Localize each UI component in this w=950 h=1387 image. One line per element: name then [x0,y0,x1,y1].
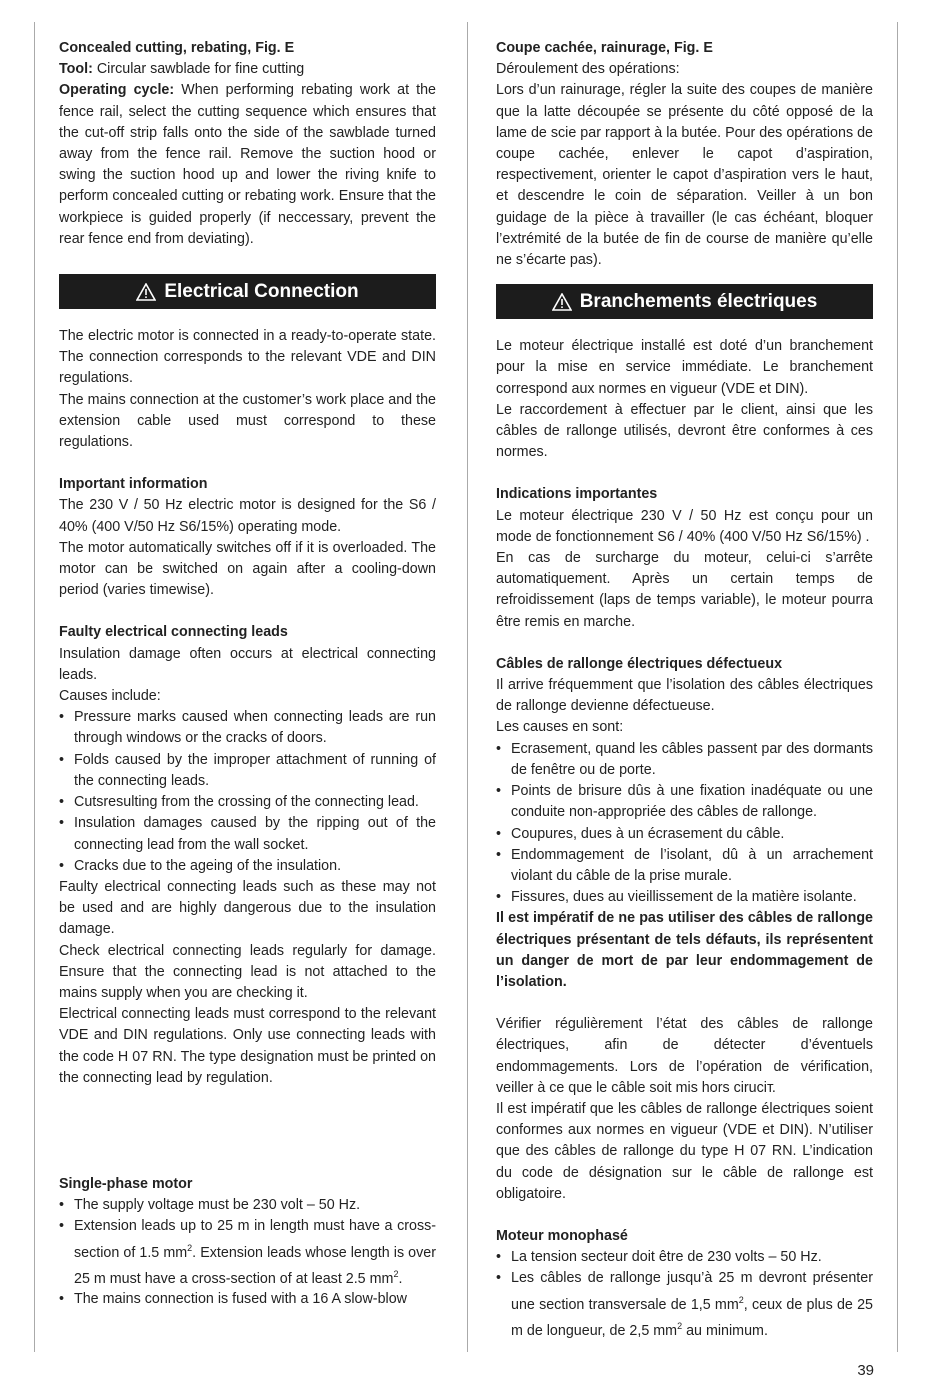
branchements-banner [496,284,873,319]
faulty-paragraph: Il est impératif que les câbles de rallonge électriques soient conformes aux normes en vigueur (VDE et DIN). N’utiliser que des câbles de rallonge du type H 07 RN. L’indication du code de désignation sur le câble de rallonge est obligatoire. [496,1100,873,1202]
mono-heading: Moteur monophasé [496,1227,628,1244]
coupe-sub: Déroulement des opérations: [496,61,680,78]
intro-paragraph: Le moteur électrique installé est doté d’un branchement pour la mise en service immédiate. Le branchement correspond aux normes en vigueur (VDE et DIN). [496,338,873,397]
list-item: • The supply voltage must be 230 volt – 50 Hz. [59,1195,436,1216]
important-heading: Indications importantes [496,486,658,503]
right-margin-rule [897,22,898,1352]
important-paragraph: En cas de surcharge du moteur, celui-ci s’arrête automatiquement. Après un certain temps de refroidissement (laps de temps variable), le moteur pourra être remis en marche. [496,550,873,630]
danger-warning: Il est impératif de ne pas utiliser des câbles de rallonge électriques présentant de tels défauts, ils représentent un danger de mort de par leur endommagement de l’isolation. [496,910,873,990]
list-item: • Coupures, dues à un écrasement du câble. [496,824,873,845]
list-item: • Ecrasement, quand les câbles passent par des dormants de fenêtre ou de porte. [496,739,873,781]
faulty-paragraph: Il arrive fréquemment que l’isolation des câbles électriques de rallonge devienne défectueuse. [496,677,873,715]
faulty-paragraph: Check electrical connecting leads regularly for damage. Ensure that the connecting lead is not attached to the mains supply when you are checking it. [59,942,436,1001]
center-column-rule [467,22,468,1352]
warning-icon [136,283,156,301]
faulty-heading: Faulty electrical connecting leads [59,624,288,641]
warning-icon [552,293,572,311]
important-paragraph: The motor automatically switches off if it is overloaded. The motor can be switched on again after a cooling-down period (varies timewise). [59,539,436,599]
list-item: • Fissures, dues au vieillissement de la matière isolante. [496,887,873,908]
tool-paragraph: Tool: Circular sawblade for fine cutting [59,61,305,78]
mono-list [496,1247,873,1341]
left-margin-rule [34,22,35,1352]
list-item: • Pressure marks caused when connecting leads are run through windows or the cracks of doors. [59,707,436,749]
banner-title: Electrical Connection [164,280,359,302]
page-number: 39 [857,1362,874,1379]
faulty-paragraph: Faulty electrical connecting leads such as these may not be used and are highly dangerous due to the insulation damage. [59,878,436,938]
faulty-paragraph: Les causes en sont: [496,719,624,736]
faulty-paragraph: Vérifier régulièrement l’état des câbles de rallonge électriques, afin de détecter d’éventuels endommagements. Lors de l’opération de vérification, veiller à ce que le câble soit mis hors ciruciт. [496,1016,873,1096]
french-column [496,38,873,1342]
faulty-heading: Câbles de rallonge électriques défectueux [496,655,783,672]
intro-paragraph: The electric motor is connected in a ready-to-operate state. The connection corresponds to the relevant VDE and DIN regulations. [59,328,436,387]
list-item: • Folds caused by the improper attachment of running of the connecting leads. [59,750,436,792]
causes-list [496,739,873,909]
electrical-connection-banner [59,274,436,309]
faulty-paragraph: Electrical connecting leads must correspond to the relevant VDE and DIN regulations. Only use connecting leads with the code H 07 RN. The type designation must be printed on the connecting lead by regulation. [59,1006,436,1086]
list-item: • Insulation damages caused by the ripping out of the connecting lead from the wall socket. [59,813,436,855]
coupe-heading: Coupe cachée, rainurage, Fig. E [496,40,713,56]
list-item: • La tension secteur doit être de 230 volts – 50 Hz. [496,1247,873,1268]
faulty-paragraph: Causes include: [59,688,161,705]
list-item: • Cracks due to the ageing of the insulation. [59,856,436,877]
concealed-heading: Concealed cutting, rebating, Fig. E [59,40,295,56]
coupe-paragraph: Lors d’un rainurage, régler la suite des coupes de manière que la latte découpée se présente du côté opposé de la lame de scie par rapport à la butée. Pour des opérations de coupe cachée, enlever le capot d’aspiration, respectivement, orienter le capot d’aspiration vers le haut, et descendre le coin de séparation. Veiller à un bon guidage de la pièce à travailler (le cas échéant, bloquer l’extrémité de la butée de fin de course de manière qu’elle ne s’écarte pas). [496,82,873,269]
operating-cycle-paragraph: Operating cycle: When performing rebating work at the fence rail, select the cutting sequence which ensures that the cut-off strip falls onto the side of the sawblade turned away from the fence rail. Remove the suction hood or swing the suction hood up and lower the riving knife to perform concealed cutting or rebating work. Ensure that the workpiece is guided properly (if neccessary, prevent the rear fence end from deviating). [59,82,437,247]
faulty-paragraph: Insulation damage often occurs at electrical connecting leads. [59,645,436,683]
important-paragraph: The 230 V / 50 Hz electric motor is designed for the S6 / 40% (400 V/50 Hz S6/15%) operating mode. [59,497,436,535]
single-phase-list [59,1195,436,1311]
causes-list [59,707,436,877]
intro-paragraph: The mains connection at the customer’s work place and the extension cable used must correspond to these regulations. [59,391,436,451]
list-item: • Points de brisure dûs à une fixation inadéquate ou une conduite non-appropriée des câbles de rallonge. [496,781,873,823]
list-item: • Les câbles de rallonge jusqu’à 25 m devront présenter une section transversale de 1,5 $mm^2$, ceux de plus de 25 m de longueur, de 2,5 $mm^2$ au minimum. [496,1268,873,1341]
intro-paragraph: Le raccordement à effectuer par le client, ainsi que les câbles de rallonge utilisés, devront être conformes à ces normes. [496,401,873,461]
important-paragraph: Le moteur électrique 230 V / 50 Hz est conçu pour un mode de fonctionnement S6 / 40% (400 V/50 Hz S6/15%) . [496,507,873,545]
banner-title: Branchements électriques [579,291,818,313]
list-item: • Extension leads up to 25 m in length must have a cross-section of 1.5 $mm^2$. Extension leads whose length is over 25 m must have a cross-section of at least 2.5 $mm^2$. [59,1216,436,1289]
single-phase-heading: Single-phase motor [59,1175,193,1192]
list-item: • Cutsresulting from the crossing of the connecting lead. [59,792,436,813]
list-item: • Endommagement de l’isolant, dû à un arrachement violant du câble de la prise murale. [496,845,873,887]
important-heading: Important information [59,476,208,493]
list-item: • The mains connection is fused with a 16 A slow-blow [59,1289,436,1310]
english-column [59,38,436,1311]
